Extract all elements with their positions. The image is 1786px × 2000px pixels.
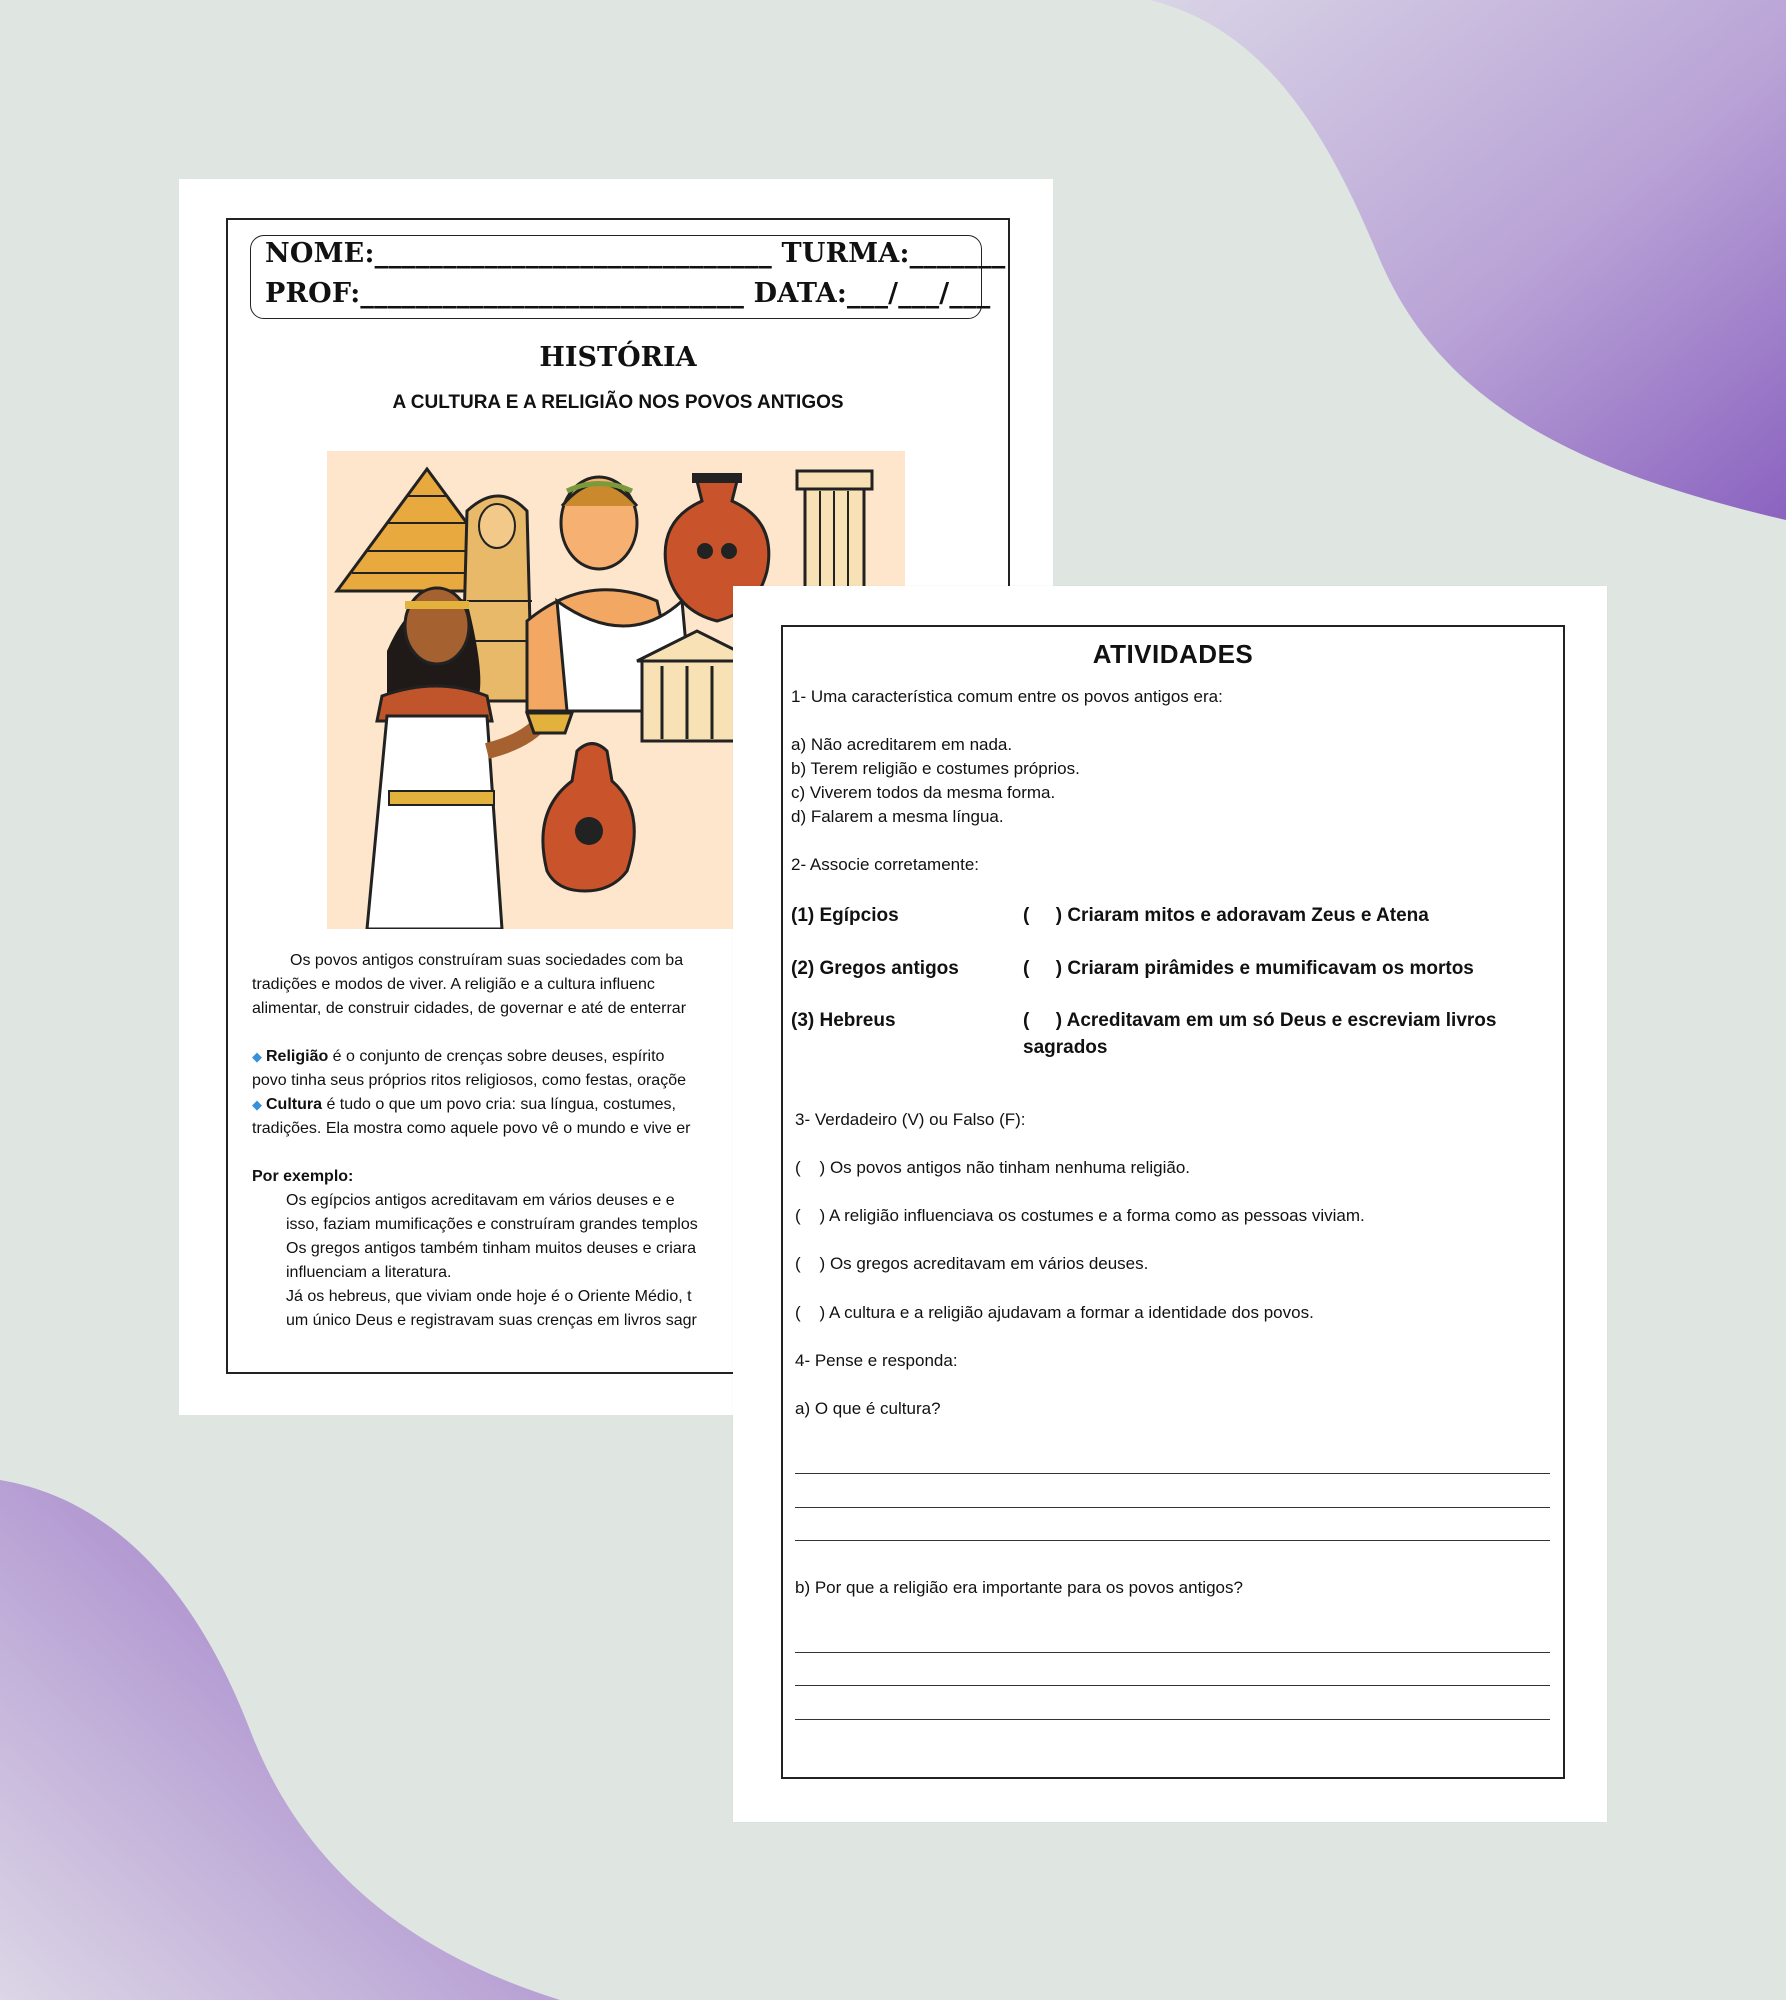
q2-right-3-cont: sagrados bbox=[1023, 1037, 1108, 1058]
answer-line[interactable] bbox=[795, 1540, 1550, 1541]
q2-left-1: (1) Egípcios bbox=[791, 905, 899, 926]
subject-title: HISTÓRIA bbox=[539, 342, 697, 373]
q3-item-4: ( ) A cultura e a religião ajudavam a formar a identidade dos povos. bbox=[795, 1303, 1314, 1322]
greek-jug-icon bbox=[543, 744, 634, 892]
header-prof-line: PROF:____________________________ DATA:___/___/___ bbox=[265, 278, 991, 309]
q2-right-2: ( ) Criaram pirâmides e mumificavam os mortos bbox=[1023, 958, 1474, 979]
culture-definition-line-2: tradições. Ela mostra como aquele povo vê o mundo e vive er bbox=[252, 1120, 691, 1137]
example-bullet-egyptians-cont: isso, faziam mumificações e construíram grandes templos bbox=[286, 1216, 698, 1233]
religion-term: Religião bbox=[266, 1048, 329, 1065]
activities-title: ATIVIDADES bbox=[1092, 639, 1254, 669]
q1-option-a: a) Não acreditarem em nada. bbox=[791, 735, 1013, 754]
answer-line[interactable] bbox=[795, 1652, 1550, 1653]
q2-prompt: 2- Associe corretamente: bbox=[791, 855, 980, 874]
q3-item-1: ( ) Os povos antigos não tinham nenhuma religião. bbox=[795, 1158, 1190, 1177]
example-bullet-hebrews: • Já os hebreus, que viviam onde hoje é o Oriente Médio, t bbox=[286, 1285, 786, 1309]
culture-text: é tudo o que um povo cria: sua língua, costumes, bbox=[322, 1096, 676, 1113]
page-border bbox=[781, 625, 1565, 1779]
religion-text: é o conjunto de crenças sobre deuses, espírito bbox=[328, 1048, 665, 1065]
bottom-left-purple-blob bbox=[0, 1480, 560, 2000]
answer-line[interactable] bbox=[795, 1473, 1550, 1474]
q2-left-2: (2) Gregos antigos bbox=[791, 958, 959, 979]
intro-line-3: alimentar, de construir cidades, de governar e até de enterrar bbox=[252, 1000, 687, 1017]
intro-line-1: Os povos antigos construíram suas sociedades com ba bbox=[290, 952, 684, 969]
q3-prompt: 3- Verdadeiro (V) ou Falso (F): bbox=[795, 1110, 1026, 1129]
blue-diamond-icon: ◆ bbox=[252, 1049, 262, 1064]
q4-prompt: 4- Pense e responda: bbox=[795, 1351, 958, 1370]
answer-line[interactable] bbox=[795, 1507, 1550, 1508]
q3-item-3: ( ) Os gregos acreditavam em vários deuses. bbox=[795, 1254, 1149, 1273]
example-heading: Por exemplo: bbox=[252, 1168, 354, 1185]
example-bullet-greeks-cont: influenciam a literatura. bbox=[286, 1264, 452, 1281]
worksheet-page-activities bbox=[733, 586, 1607, 1822]
q2-left-3: (3) Hebreus bbox=[791, 1010, 896, 1031]
top-right-purple-blob bbox=[1150, 0, 1786, 520]
q1-option-d: d) Falarem a mesma língua. bbox=[791, 807, 1004, 826]
q1-prompt: 1- Uma característica comum entre os povos antigos era: bbox=[791, 687, 1223, 706]
q2-right-1: ( ) Criaram mitos e adoravam Zeus e Atena bbox=[1023, 905, 1429, 926]
culture-term: Cultura bbox=[266, 1096, 322, 1113]
example-bullet-hebrews-cont: um único Deus e registravam suas crenças em livros sagr bbox=[286, 1312, 697, 1329]
blue-diamond-icon: ◆ bbox=[252, 1097, 262, 1112]
answer-line[interactable] bbox=[795, 1685, 1550, 1686]
q3-item-2: ( ) A religião influenciava os costumes e a forma como as pessoas viviam. bbox=[795, 1206, 1365, 1225]
header-name-line: NOME:_____________________________ TURMA:_______ bbox=[265, 238, 1006, 269]
answer-line[interactable] bbox=[795, 1719, 1550, 1720]
q2-right-3: ( ) Acreditavam em um só Deus e escreviam livros bbox=[1023, 1010, 1497, 1031]
lesson-title: A CULTURA E A RELIGIÃO NOS POVOS ANTIGOS bbox=[392, 392, 844, 413]
q4a-prompt: a) O que é cultura? bbox=[795, 1399, 941, 1418]
example-bullet-greeks: • Os gregos antigos também tinham muitos deuses e criara bbox=[286, 1237, 786, 1261]
intro-line-2: tradições e modos de viver. A religião e a cultura influenc bbox=[252, 976, 655, 993]
student-info-header bbox=[250, 235, 1006, 319]
q1-option-b: b) Terem religião e costumes próprios. bbox=[791, 759, 1080, 778]
q4b-prompt: b) Por que a religião era importante para os povos antigos? bbox=[795, 1578, 1243, 1597]
q1-option-c: c) Viverem todos da mesma forma. bbox=[791, 783, 1056, 802]
religion-definition-line-2: povo tinha seus próprios ritos religiosos, como festas, oraçõe bbox=[252, 1072, 686, 1089]
example-bullet-egyptians: • Os egípcios antigos acreditavam em vários deuses e e bbox=[286, 1189, 786, 1213]
